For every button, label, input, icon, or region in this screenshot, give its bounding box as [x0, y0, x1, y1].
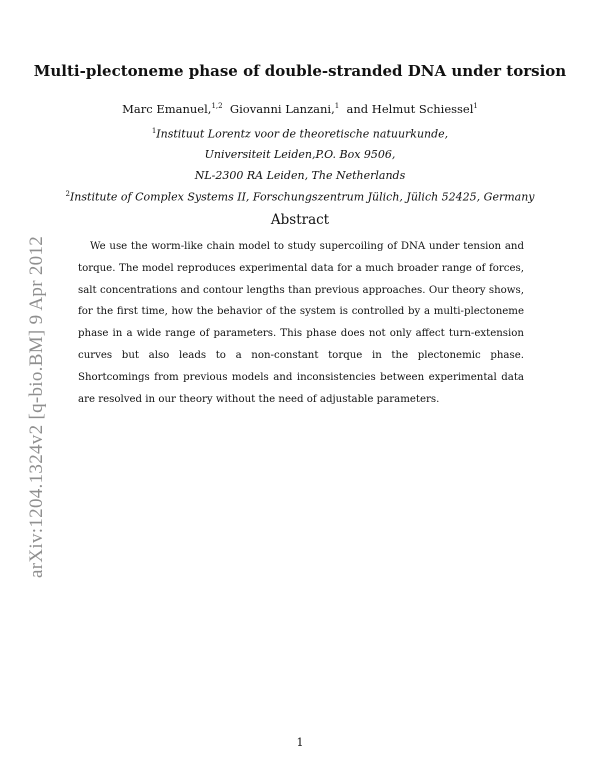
author-affiliation-mark: 1	[334, 102, 340, 111]
affiliation-1-line-2: Universiteit Leiden,P.O. Box 9506,	[204, 148, 396, 161]
affiliation-mark: 2	[65, 190, 70, 198]
author-affiliation-mark: 1	[473, 102, 478, 111]
affiliation-mark: 1	[151, 127, 157, 135]
author-list	[0, 102, 600, 116]
affiliation-text: Instituut Lorentz voor de theoretische natuurkunde,	[156, 127, 449, 141]
author-affiliation-mark: 1,2	[211, 102, 223, 111]
author-name: Giovanni Lanzani,	[229, 102, 335, 116]
page-number: 1	[296, 736, 304, 749]
affiliation-1-line-3: NL-2300 RA Leiden, The Netherlands	[194, 169, 406, 182]
affiliation-text: Institute of Complex Systems II, Forschungszentrum Jülich, Jülich 52425, Germany	[69, 190, 535, 204]
arxiv-identifier-stamp: arXiv:1204.1324v2 [q-bio.BM] 9 Apr 2012	[26, 235, 47, 578]
author-name: and Helmut Schiessel	[346, 102, 474, 116]
abstract-body: We use the worm-like chain model to study supercoiling of DNA under tension and torque. The model reproduces experimental data for a much broader range of forces, salt concentrations and contour lengths than previous approaches. Our theory shows, for the first time, how the behavior of the system is controlled by a multi-plectoneme phase in a wide range of parameters. This phase does not only affect turn-extension curves but also leads to a non-constant torque in the plectonemic phase. Shortcomings from previous models and inconsistencies between experimental data are resolved in our theory without the need of adjustable parameters.	[78, 241, 524, 405]
affiliation-2	[0, 190, 600, 204]
author-name: Marc Emanuel,	[122, 102, 212, 116]
affiliation-1-line-1	[0, 127, 600, 141]
abstract-heading: Abstract	[270, 212, 330, 228]
paper-title: Multi-plectoneme phase of double-stranded DNA under torsion	[33, 62, 567, 80]
